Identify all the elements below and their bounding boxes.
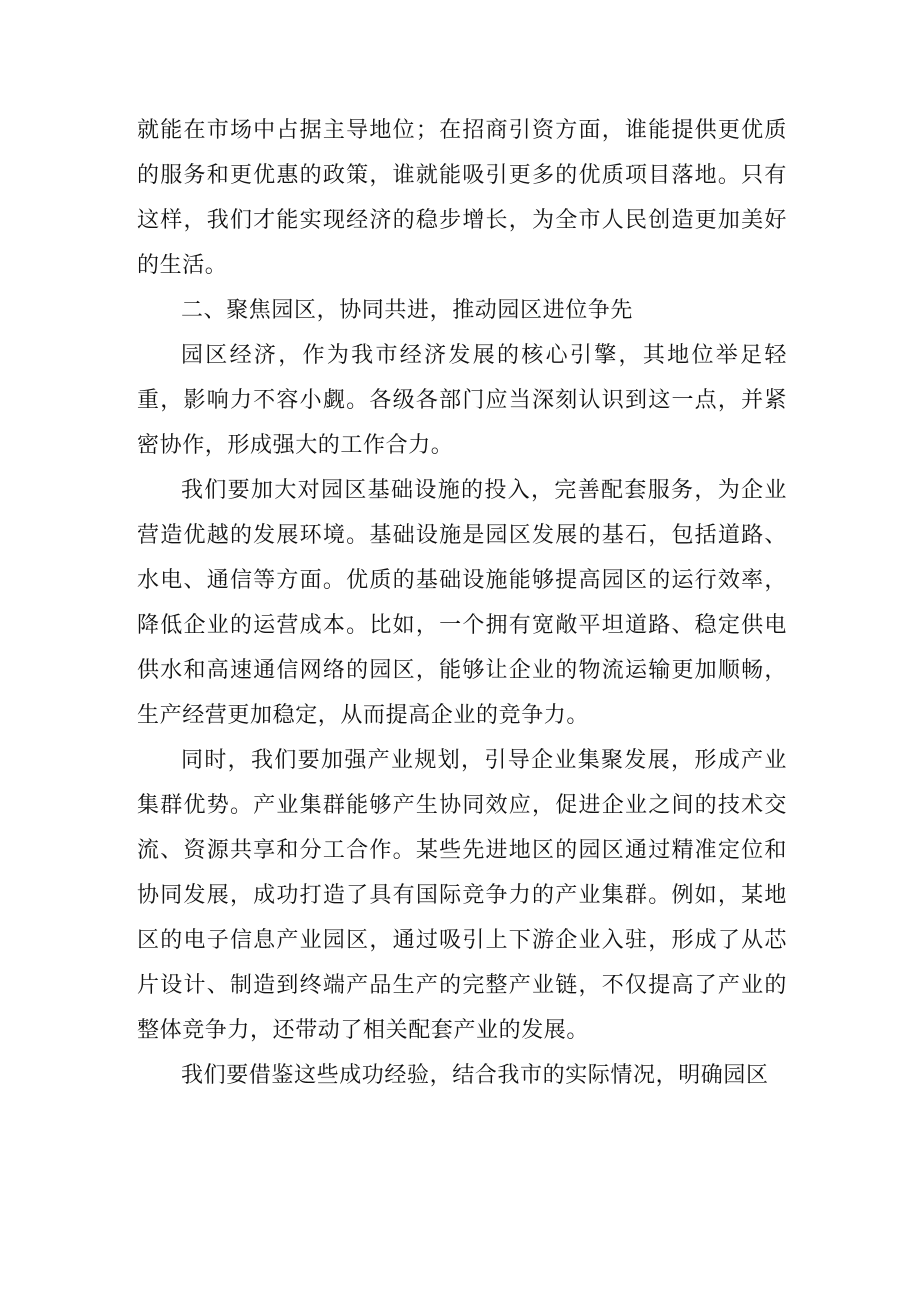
section-heading: 二、聚焦园区，协同共进，推动园区进位争先 xyxy=(181,298,634,323)
paragraph: 同时，我们要加强产业规划，引导企业集聚发展，形成产业集群优势。产业集群能够产生协同效应，促进企业之间的技术交流、资源共享和分工合作。某些先进地区的园区通过精准定位和协同发展，成功打造了具有国际竞争力的产业集群。例如，某地区的电子信息产业园区，通过吸引上下游企业入驻，形成了从芯片设计、制造到终端产品生产的完整产业链，不仅提高了产业的整体竞争力，还带动了相关配套产业的发展。 xyxy=(137,748,787,1043)
paragraph-continuation: 就能在市场中占据主导地位；在招商引资方面，谁能提供更优质的服务和更优惠的政策，谁就能吸引更多的优质项目落地。只有这样，我们才能实现经济的稳步增长，为全市人民创造更加美好的生活。 xyxy=(137,118,787,278)
paragraph: 我们要借鉴这些成功经验，结合我市的实际情况，明确园区 xyxy=(181,1063,769,1088)
paragraph: 园区经济，作为我市经济发展的核心引擎，其地位举足轻重，影响力不容小觑。各级各部门应当深刻认识到这一点，并紧密协作，形成强大的工作合力。 xyxy=(137,343,787,458)
document-body xyxy=(137,108,787,1098)
paragraph: 我们要加大对园区基础设施的投入，完善配套服务，为企业营造优越的发展环境。基础设施是园区发展的基石，包括道路、水电、通信等方面。优质的基础设施能够提高园区的运行效率，降低企业的运营成本。比如，一个拥有宽敞平坦道路、稳定供电供水和高速通信网络的园区，能够让企业的物流运输更加顺畅，生产经营更加稳定，从而提高企业的竞争力。 xyxy=(137,478,787,728)
